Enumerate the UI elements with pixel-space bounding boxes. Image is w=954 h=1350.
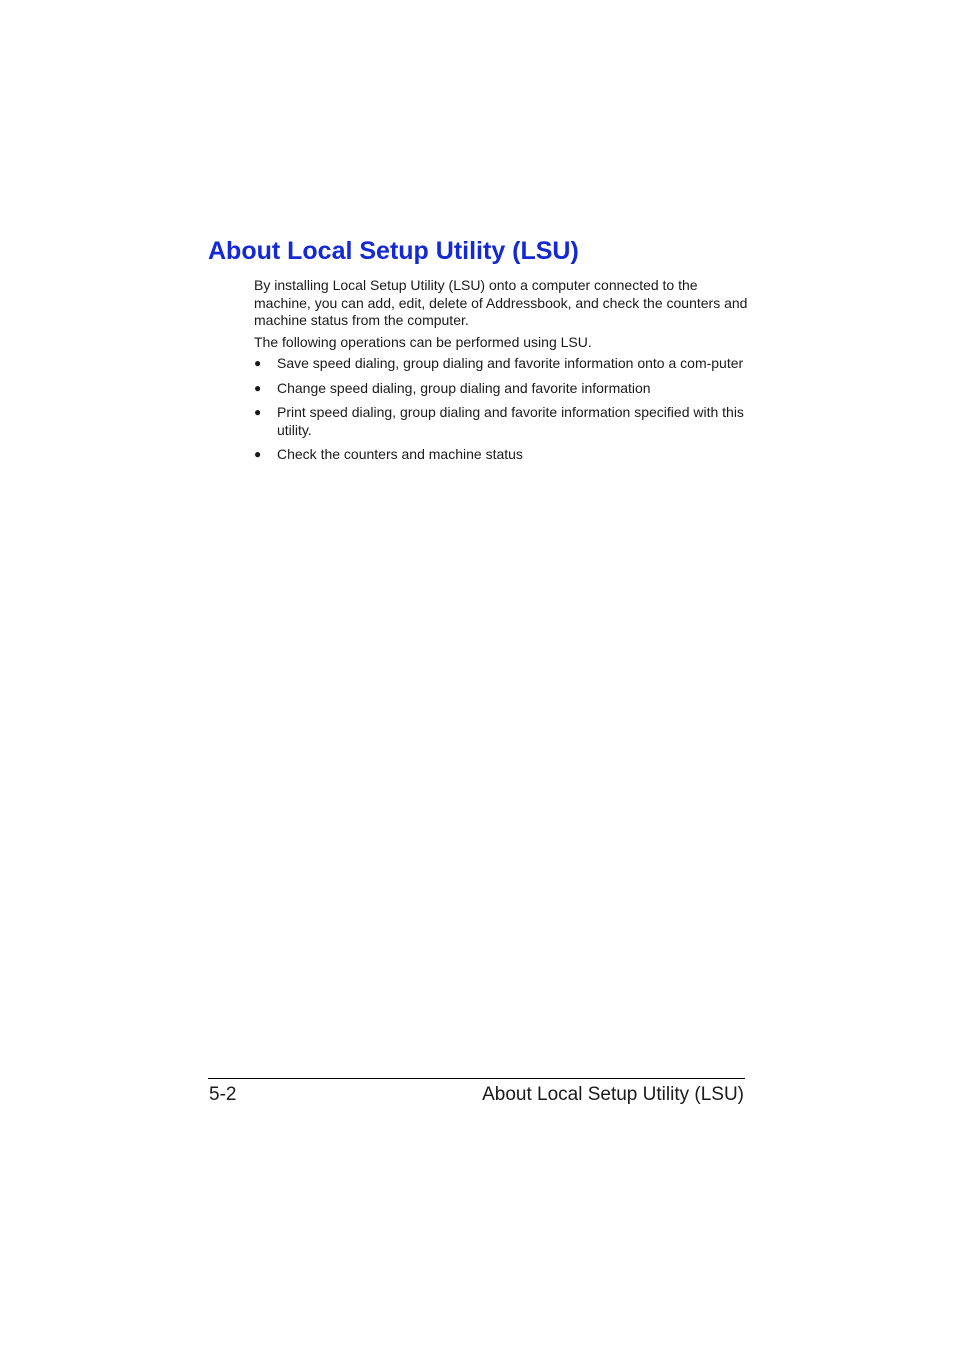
list-item	[254, 404, 750, 439]
operations-intro: The following operations can be performed using LSU.	[254, 333, 592, 350]
intro-paragraph: By installing Local Setup Utility (LSU) onto a computer connected to the machine, you can add, edit, delete of Addressbook, and check the counters and machine status from the computer.	[254, 277, 748, 328]
bullet-icon: ●	[254, 380, 262, 395]
list-item-text: Print speed dialing, group dialing and favorite information specified with this utility.	[277, 404, 744, 438]
footer-divider	[208, 1078, 745, 1079]
list-item	[254, 380, 750, 398]
body-content	[254, 277, 750, 471]
page-title: About Local Setup Utility (LSU)	[208, 237, 579, 265]
footer-page-number: 5-2	[209, 1084, 237, 1105]
operations-list	[254, 355, 750, 464]
list-item-text: Change speed dialing, group dialing and favorite information	[277, 379, 651, 396]
list-item	[254, 446, 750, 464]
list-item-text: Check the counters and machine status	[277, 446, 523, 462]
footer-section-title: About Local Setup Utility (LSU)	[482, 1084, 744, 1105]
bullet-icon: ●	[254, 405, 262, 419]
list-item-text: Save speed dialing, group dialing and favorite information onto a com-puter	[277, 355, 744, 371]
bullet-icon: ●	[254, 447, 262, 461]
list-item	[254, 355, 750, 373]
bullet-icon: ●	[254, 356, 262, 370]
